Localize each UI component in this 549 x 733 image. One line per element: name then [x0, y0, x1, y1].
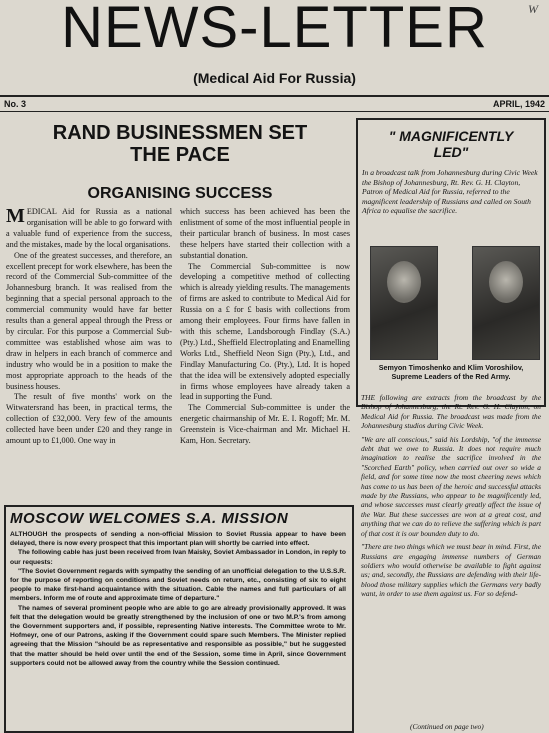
issue-date: APRIL, 1942	[492, 99, 545, 109]
masthead-subtitle: (Medical Aid For Russia)	[193, 70, 356, 86]
lead-subhead: ORGANISING SUCCESS	[87, 185, 273, 202]
mission-headline: MOSCOW WELCOMES S.A. MISSION	[10, 510, 289, 527]
mission-body: ALTHOUGH the prospects of sending a non-official Mission to Soviet Russia appear to have been delayed, there is now every prospect that this important plan will shortly be carried into effect. The following cable has just been received from Ivan Maisky, Soviet Ambassador in London, in reply to our requests: "The Soviet Government regards with sympathy the sending of an unofficial delegation to the U.S.S.R. for the purpose of reporting on conditions and Soviet needs on return, etc., consisting of six to eight people to make first-hand acquaintance with the situation. Cable the names and full particulars of all members. Inform me of route and approximate time of departure." The names of several prominent people who are able to go are already provisionally approved. It was felt that the delegation would be greatly strengthened by the inclusion of one or two M.P.'s from among the Government supporters and, if possible, representing Native interests. The Committee wrote to Mr. Hofmeyr, one of our Patrons, asking if the Government could spare such Members. The Minister replied agreeing that the Mission "should be as representative and responsible as possible," but he suggested that the matter should be held over until the end of the Session, some time in April, since Government supporters could not be allowed away from the country while the Session continued.	[10, 531, 346, 667]
top-rule	[0, 95, 549, 97]
photo-caption: Semyon Timoshenko and Klim Voroshilov, Supreme Leaders of the Red Army.	[378, 363, 524, 381]
sidebar-title: " MAGNIFICENTLY LED"	[388, 128, 514, 160]
dropcap: M	[6, 207, 25, 227]
continued-note: (Continued on page two)	[410, 722, 484, 731]
masthead-title: NEWS-LETTER	[61, 0, 488, 60]
corner-mark: W	[528, 2, 538, 16]
portrait-voroshilov	[472, 246, 540, 360]
issue-rule	[0, 111, 549, 112]
lead-headline: RAND BUSINESSMEN SET THE PACE	[52, 122, 308, 166]
portrait-timoshenko	[370, 246, 438, 360]
lead-column-2: which success has been achieved has been the enlistment of some of the most influential people in their particular branch of business. In most cases these helpers have started their collection with a substantial donation. The Commercial Sub-committee is now developing a competitive method of collecting which is already yielding results. The managements of firms are asked to contribute to Medical Aid for Russia on a £ for £ basis with collections from among their employees. Four firms have fallen in with this scheme, Landsborough Findlay (S.A.) (Pty.) Ltd., Sheffield Electroplating and Enamelling Works Ltd., Sheffield Neon Sign (Pty.), Ltd., and Findlay Manufacturing Co. (Pty.), Ltd. It is hoped that the idea will be extensively adopted especially in firms whose employees have already taken a lead in supporting the Fund. The Commercial Sub-committee is under the energetic chairmanship of Mr. E. I. Rogoff; Mr. M. Greenstein is Vice-chairman and Mr. Michael H. Kam, Hon. Secretary.	[180, 207, 350, 446]
broadcast-extract: THE following are extracts from the broadcast by the Bishop of Johannesburg, the Rt. Rev. G. H. Clayton, on Medical Aid for Russia. The broadcast was made from the Johannesburg studios during Civic Week. "We are all conscious," said his Lordship, "of the immense debt that we owe to Russia. It does not require much imagination to realise the sacrifice involved in the "Scorched Earth" policy, when carried out over so wide a field, and for some time now the most cheering news which has come to us has been of the heroic and successful attacks made by the Russians, who appear to be magnificently led, and whose successes must clearly greatly affect the issue of the War. But these successes are won at a great cost, and anything that we can do to relieve the suffering which is part of that cost it is our bounden duty to do. "There are two things which we must bear in mind. First, the Russians are engaging immense numbers of German soldiers who would otherwise be available to fight against us; and, secondly, the Russians are defending with their life-blood those military supplies which the Germans very badly want, in order to use them against us. For so defend-	[361, 393, 541, 599]
issue-number: No. 3	[4, 99, 27, 109]
lead-column-1: MEDICAL Aid for Russia as a national organisation will be able to go forward with a valuable fund of experience from the success, and the mistakes, made by the local organisations. One of the greatest successes, and therefore, an excellent precept for work elsewhere, has been the record of the Commercial Sub-committee of the Johannesburg branch. It was realised from the beginning that a special personal approach to the commercial community would have far better results than a general appeal through the Press or by circular. For this purpose a Commercial Sub-committee was established whose aim was to draw in helpers in each branch of commerce and industry who would be in a position to make the most appropriate approach to the heads of the business houses. The result of five months' work on the Witwatersrand has been, in practical terms, the collection of £32,000. Very few of the amounts collected have been under £20 and they range in amount up to £1,000. One way in	[6, 207, 172, 446]
sidebar-intro: In a broadcast talk from Johannesburg during Civic Week the Bishop of Johannesburg, Rt. Rev. G. H. Clayton, Patron of Medical Aid for Russia, referred to the magnificent leadership of Russians and called on South Africa to equalise the sacrifice.	[362, 168, 538, 215]
